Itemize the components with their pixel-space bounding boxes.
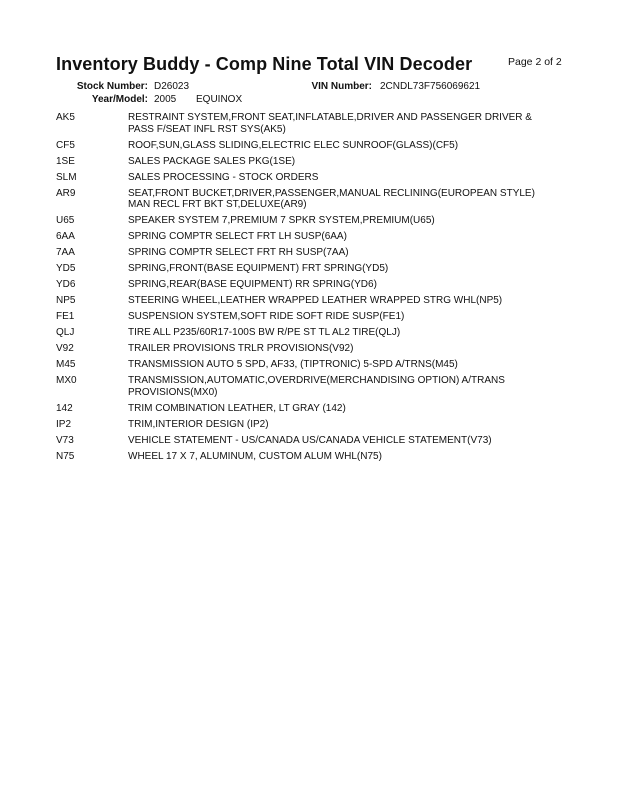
option-code: MX0: [56, 375, 77, 386]
vin-number-label: VIN Number:: [311, 81, 372, 92]
option-row: [56, 172, 556, 184]
option-description: SALES PACKAGE SALES PKG(1SE): [128, 155, 296, 167]
option-row: [56, 327, 556, 339]
option-code: SLM: [56, 171, 77, 183]
option-row: [56, 156, 556, 168]
option-row: [56, 435, 556, 447]
option-description: SEAT,FRONT BUCKET,DRIVER,PASSENGER,MANUAL RECLINING(EUROPEAN STYLE) MAN RECL FRT BKT ST,DELUXE(AR9): [128, 187, 535, 210]
stock-number-label: Stock Number:: [76, 81, 148, 92]
option-description: SPRING,REAR(BASE EQUIPMENT) RR SPRING(YD6): [128, 279, 377, 290]
option-row: [56, 375, 556, 398]
option-description: TRIM COMBINATION LEATHER, LT GRAY (142): [128, 402, 346, 414]
option-code: CF5: [56, 139, 75, 151]
option-code: IP2: [56, 418, 72, 430]
option-description: RESTRAINT SYSTEM,FRONT SEAT,INFLATABLE,DRIVER AND PASSENGER DRIVER & PASS F/SEAT INFL RST SYS(AK5): [128, 112, 532, 135]
option-code: NP5: [56, 295, 76, 306]
option-row: [56, 451, 556, 463]
option-description: ROOF,SUN,GLASS SLIDING,ELECTRIC ELEC SUNROOF(GLASS)(CF5): [128, 139, 459, 151]
option-description: TRANSMISSION AUTO 5 SPD, AF33, (TIPTRONIC) 5-SPD A/TRNS(M45): [128, 359, 458, 370]
option-row: [56, 311, 556, 323]
option-code: U65: [56, 215, 75, 226]
option-code: V73: [56, 434, 74, 446]
option-row: [56, 231, 556, 243]
option-row: [56, 279, 556, 291]
year-model-label: Year/Model:: [91, 94, 148, 105]
page-number: Page 2 of 2: [508, 56, 562, 68]
option-description: TIRE ALL P235/60R17-100S BW R/PE ST TL AL2 TIRE(QLJ): [128, 327, 401, 338]
option-description: SPEAKER SYSTEM 7,PREMIUM 7 SPKR SYSTEM,PREMIUM(U65): [128, 215, 435, 226]
model-value: EQUINOX: [196, 94, 243, 105]
option-description: SPRING COMPTR SELECT FRT RH SUSP(7AA): [128, 247, 349, 258]
option-code: AR9: [56, 187, 76, 199]
option-description: TRIM,INTERIOR DESIGN (IP2): [128, 418, 269, 430]
option-description: TRAILER PROVISIONS TRLR PROVISIONS(V92): [128, 343, 354, 354]
year-value: 2005: [154, 94, 177, 105]
option-row: [56, 419, 556, 431]
option-row: [56, 215, 556, 227]
option-code: M45: [56, 359, 76, 370]
option-description: SPRING COMPTR SELECT FRT LH SUSP(6AA): [128, 231, 347, 242]
stock-number-value: D26023: [154, 81, 190, 92]
option-description: STEERING WHEEL,LEATHER WRAPPED LEATHER WRAPPED STRG WHL(NP5): [128, 295, 503, 306]
option-row: [56, 188, 556, 211]
vin-number-value: 2CNDL73F756069621: [380, 81, 481, 92]
option-description: VEHICLE STATEMENT - US/CANADA US/CANADA VEHICLE STATEMENT(V73): [128, 434, 492, 446]
option-code: 142: [56, 402, 73, 414]
option-code: V92: [56, 343, 74, 354]
option-code: AK5: [56, 112, 75, 123]
option-description: SALES PROCESSING - STOCK ORDERS: [128, 171, 319, 183]
option-code: QLJ: [56, 327, 75, 338]
option-code: FE1: [56, 311, 75, 322]
option-row: [56, 295, 556, 307]
options-list: [56, 112, 556, 467]
option-code: 1SE: [56, 155, 75, 167]
option-row: [56, 112, 556, 135]
option-row: [56, 403, 556, 415]
option-row: [56, 247, 556, 259]
option-description: TRANSMISSION,AUTOMATIC,OVERDRIVE(MERCHANDISING OPTION) A/TRANS PROVISIONS(MX0): [128, 375, 505, 398]
option-code: N75: [56, 450, 75, 462]
option-description: SPRING,FRONT(BASE EQUIPMENT) FRT SPRING(YD5): [128, 263, 389, 274]
option-row: [56, 140, 556, 152]
option-code: YD5: [56, 263, 76, 274]
option-code: YD6: [56, 279, 76, 290]
option-row: [56, 263, 556, 275]
option-code: 6AA: [56, 231, 75, 242]
option-description: SUSPENSION SYSTEM,SOFT RIDE SOFT RIDE SUSP(FE1): [128, 311, 405, 322]
option-row: [56, 343, 556, 355]
option-row: [56, 359, 556, 371]
option-code: 7AA: [56, 247, 75, 258]
page-title: Inventory Buddy - Comp Nine Total VIN Decoder: [56, 54, 473, 74]
option-description: WHEEL 17 X 7, ALUMINUM, CUSTOM ALUM WHL(N75): [128, 450, 382, 462]
